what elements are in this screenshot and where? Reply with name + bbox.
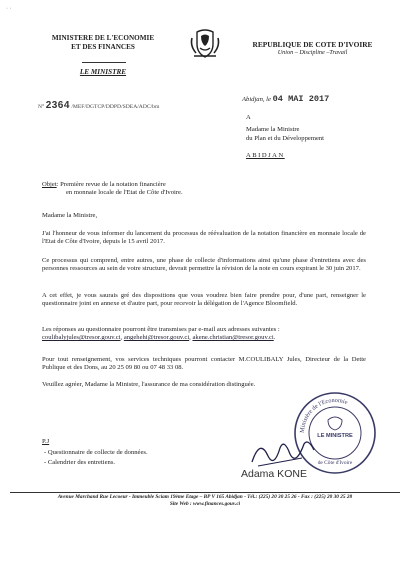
recipient-city: ABIDJAN: [246, 152, 285, 159]
ministry-header: [28, 34, 178, 51]
footer-address: Avenue Marchand Rue Lecoeur - Immeuble Sciam 19ème Etage – BP V 165 Abidjan - Tél.: (225) 20 30 25 26 - Fax : (225) 20 30 25 28: [57, 494, 353, 500]
handwritten-signature: [248, 432, 318, 472]
footer-divider: [10, 492, 400, 493]
seal-text-side: de Côte d'Ivoire: [317, 460, 353, 466]
reference-number: [38, 100, 159, 111]
attachment-item-1: - Questionnaire de collecte de données.: [44, 449, 148, 456]
corner-marks: · ·: [6, 6, 12, 12]
republic-motto: Union – Discipline –Travail: [277, 49, 348, 56]
subject-line2: en monnaie locale de l'Etat de Côte d'Ivoire.: [66, 189, 183, 197]
paragraph-4-intro: Les réponses au questionnaire pourront être transmises par e-mail aux adresses suivantes :: [42, 326, 280, 333]
date-place: Abidjan, le: [242, 96, 271, 103]
svg-text:Ministère de l'Economie: [299, 397, 349, 433]
attachment-item-2: - Calendrier des entretiens.: [44, 459, 116, 466]
reference-prefix: N°: [38, 104, 45, 110]
recipient-line2: du Plan et du Développement: [246, 134, 325, 142]
subject: [42, 181, 342, 198]
footer: [6, 494, 404, 509]
seal-text-mid: LE MINISTRE: [317, 433, 353, 439]
signatory-name: Adama KONE: [241, 468, 307, 480]
salutation: Madame la Ministre,: [42, 212, 98, 219]
date-stamp: 04 MAI 2017: [272, 94, 330, 104]
subject-line1: : Première revue de la notation financière: [56, 181, 166, 188]
recipient-to: A: [246, 114, 251, 121]
email-link-2[interactable]: angehehi@tresor.gouv.ci: [123, 334, 190, 342]
republic-title: REPUBLIQUE DE COTE D'IVOIRE: [252, 40, 373, 49]
email-link-1[interactable]: coulibalyjules@tresor.gouv.ci: [42, 334, 121, 342]
subject-label: Objet: [42, 181, 57, 188]
recipient-line1: Madame la Ministre: [246, 126, 300, 133]
ministry-line2: ET DES FINANCES: [71, 42, 135, 51]
paragraph-1: J'ai l'honneur de vous informer du lancement du processus de réévaluation de la notation financière en monnaie locale de l'Etat de Côte d'Ivoire, depuis le 15 avril 2017.: [42, 230, 366, 246]
recipient-address: [246, 126, 324, 143]
letter-date: [242, 94, 329, 104]
seal-text-top: Ministère de l'Economie: [298, 396, 349, 434]
paragraph-4: Les réponses au questionnaire pourront être transmises par e-mail aux adresses suivantes : coulibalyjules@tresor.gouv.ci, angehehi@tresor.gouv.ci, akene.christian@tresor.gouv.ci.: [42, 326, 366, 343]
paragraph-3: A cet effet, je vous saurais gré des dispositions que vous voudrez bien faire prendre pour, d'une part, renseigner le questionnaire joint en annexe et d'autre part, pour recevoir la délégation de l'Agence Bloomfield.: [42, 292, 366, 308]
ministry-divider: [82, 62, 126, 63]
attachments-title: P.J: [42, 438, 50, 445]
minister-title: LE MINISTRE: [79, 68, 127, 76]
coat-of-arms-icon: [188, 26, 222, 60]
footer-website[interactable]: Site Web : www.finances.gouv.ci: [169, 501, 241, 508]
email-link-3[interactable]: akene.christian@tresor.gouv.ci: [192, 334, 274, 342]
closing: Veuillez agréer, Madame la Ministre, l'assurance de ma considération distinguée.: [42, 381, 256, 388]
reference-suffix: /MEF/DGTCP/DDPD/SDEA/ADC/bm: [71, 104, 160, 110]
paragraph-2: Ce processus qui comprend, entre autres, une phase de collecte d'informations ainsi qu'une phase d'entretiens avec des personnes ressources au sein de votre structure, devrait permettre la révision de la note en cours expirant le 30 juin 2017.: [42, 257, 366, 273]
reference-stamp-number: 2364: [45, 100, 70, 111]
paragraph-5: Pour tout renseignement, vos services techniques pourront contacter M.COULIBALY Jules, Directeur de la Dette Publique et des Dons, au 20 25 09 80 ou 07 48 33 08.: [42, 356, 366, 372]
ministry-line1: MINISTERE DE L'ECONOMIE: [51, 34, 155, 42]
